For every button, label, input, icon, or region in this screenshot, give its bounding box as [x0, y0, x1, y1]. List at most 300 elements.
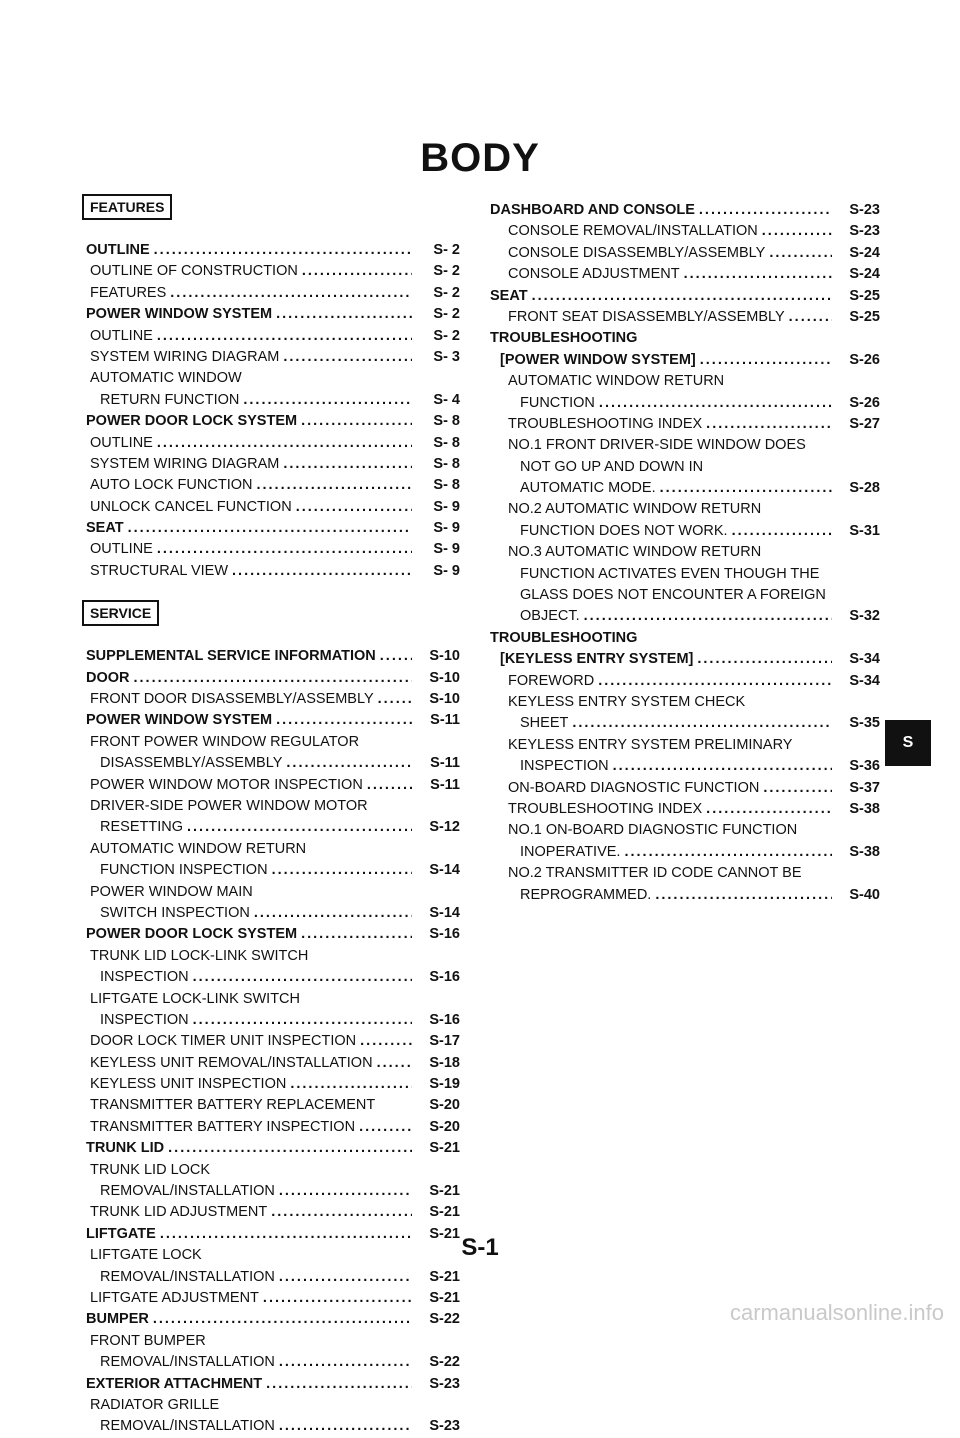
toc-entry: [86, 326, 460, 347]
toc-entry-title: OUTLINE: [90, 327, 153, 344]
toc-entry-page: S-38: [849, 843, 880, 860]
toc-entry-page: S-11: [430, 776, 460, 793]
toc-entry-title: RADIATOR GRILLE: [90, 1396, 220, 1413]
toc-entry: [86, 967, 460, 988]
toc-dot-leader: [700, 350, 832, 371]
toc-entry-title: INOPERATIVE.: [520, 843, 621, 860]
toc-dot-leader: [271, 1202, 412, 1223]
toc-entry-page: S-16: [429, 969, 460, 986]
toc-entry: [86, 753, 460, 774]
toc-entry: [86, 518, 460, 539]
toc-entry-title: INSPECTION: [100, 1011, 189, 1028]
toc-entry-title: POWER WINDOW SYSTEM: [86, 306, 273, 323]
toc-entry-page: S-21: [429, 1289, 460, 1306]
toc-entry-title: AUTOMATIC WINDOW: [90, 370, 242, 387]
toc-entry-page: S- 9: [433, 520, 460, 537]
toc-entry-title: FOREWORD: [508, 672, 595, 689]
toc-entry: [490, 328, 880, 349]
toc-entry: [490, 628, 880, 649]
toc-dot-leader: [613, 756, 832, 777]
toc-entry-page: S-17: [429, 1033, 460, 1050]
toc-entry-title: FRONT DOOR DISASSEMBLY/ASSEMBLY: [90, 691, 374, 708]
toc-entry: [86, 903, 460, 924]
toc-dot-leader: [769, 243, 832, 264]
toc-entry-page: S-28: [849, 480, 880, 497]
toc-entry-page: S-36: [849, 758, 880, 775]
toc-entry: [86, 946, 460, 967]
toc-entry: [86, 796, 460, 817]
toc-dot-leader: [157, 539, 412, 560]
toc-entry-title: SYSTEM WIRING DIAGRAM: [90, 455, 280, 472]
toc-entry-page: S- 2: [433, 306, 460, 323]
toc-entry-page: S-25: [849, 287, 880, 304]
page-number: S-1: [461, 1234, 499, 1261]
toc-dot-leader: [699, 200, 832, 221]
toc-entry: [86, 411, 460, 432]
toc-dot-leader: [762, 221, 832, 242]
toc-entry-page: S-34: [849, 672, 880, 689]
toc-entry-title: TRANSMITTER BATTERY REPLACEMENT: [90, 1097, 376, 1114]
service-section-label: SERVICE: [82, 600, 159, 626]
toc-entry: [86, 1053, 460, 1074]
toc-entry-page: S- 8: [433, 455, 460, 472]
toc-entry-title: TRANSMITTER BATTERY INSPECTION: [90, 1118, 356, 1135]
features-section-label: FEATURES: [82, 194, 172, 220]
toc-entry-title: REMOVAL/INSTALLATION: [100, 1183, 275, 1200]
toc-dot-leader: [377, 1053, 412, 1074]
toc-dot-leader: [279, 1181, 412, 1202]
toc-entry: [86, 1416, 460, 1437]
toc-entry-title: FRONT POWER WINDOW REGULATOR: [90, 733, 360, 750]
toc-dot-leader: [301, 411, 412, 432]
toc-entry: [86, 1395, 460, 1416]
toc-entry-title: NO.1 ON-BOARD DIAGNOSTIC FUNCTION: [508, 822, 798, 839]
toc-entry: [490, 649, 880, 670]
toc-dot-leader: [266, 1374, 412, 1395]
toc-entry: [490, 478, 880, 499]
toc-entry-page: S-10: [429, 691, 460, 708]
toc-entry: [86, 646, 460, 667]
toc-dot-leader: [624, 842, 832, 863]
toc-dot-leader: [302, 261, 412, 282]
toc-entry-title: RESETTING: [100, 819, 183, 836]
toc-entry: [86, 882, 460, 903]
toc-entry: [86, 1074, 460, 1095]
toc-entry: [86, 1031, 460, 1052]
toc-entry-title: SEAT: [490, 287, 528, 304]
toc-dot-leader: [263, 1288, 412, 1309]
toc-entry-page: S-21: [429, 1225, 460, 1242]
toc-entry-title: KEYLESS UNIT REMOVAL/INSTALLATION: [90, 1054, 373, 1071]
toc-entry-title: LIFTGATE LOCK-LINK SWITCH: [90, 990, 301, 1007]
toc-entry-page: S-22: [429, 1311, 460, 1328]
toc-entry-page: S- 9: [433, 562, 460, 579]
toc-dot-leader: [256, 475, 412, 496]
toc-entry-page: S-38: [849, 800, 880, 817]
toc-dot-leader: [360, 1031, 412, 1052]
toc-entry: [86, 1138, 460, 1159]
toc-entry: [86, 1331, 460, 1352]
toc-dot-leader: [157, 433, 412, 454]
toc-entry-title: SHEET: [520, 715, 569, 732]
toc-entry-title: SWITCH INSPECTION: [100, 904, 250, 921]
toc-entry: [86, 304, 460, 325]
toc-entry-title: NOT GO UP AND DOWN IN: [520, 458, 704, 475]
toc-entry-title: POWER DOOR LOCK SYSTEM: [86, 926, 298, 943]
toc-entry-page: S- 9: [433, 498, 460, 515]
toc-entry-title: NO.2 AUTOMATIC WINDOW RETURN: [508, 501, 762, 518]
toc-entry: [490, 542, 880, 563]
toc-entry-page: S-23: [849, 223, 880, 240]
toc-entry: [490, 414, 880, 435]
toc-entry: [490, 671, 880, 692]
toc-entry: [490, 799, 880, 820]
toc-dot-leader: [243, 390, 412, 411]
toc-dot-leader: [193, 967, 412, 988]
toc-entry-page: S-19: [429, 1076, 460, 1093]
toc-entry-title: AUTOMATIC WINDOW RETURN: [508, 373, 725, 390]
toc-entry-page: S-11: [430, 712, 460, 729]
toc-entry: [490, 778, 880, 799]
toc-entry-title: AUTOMATIC MODE.: [520, 480, 656, 497]
toc-entry-title: NO.2 TRANSMITTER ID CODE CANNOT BE: [508, 865, 802, 882]
toc-dot-leader: [763, 778, 832, 799]
toc-entry: [490, 243, 880, 264]
toc-entry-title: FRONT BUMPER: [90, 1332, 206, 1349]
toc-entry-title: KEYLESS ENTRY SYSTEM PRELIMINARY: [508, 736, 793, 753]
toc-entry: [86, 261, 460, 282]
toc-entry: [490, 564, 880, 585]
page-title: BODY: [420, 136, 540, 180]
toc-entry-title: ON-BOARD DIAGNOSTIC FUNCTION: [508, 779, 760, 796]
toc-dot-leader: [272, 860, 412, 881]
toc-dot-leader: [286, 753, 412, 774]
toc-entry: [490, 457, 880, 478]
toc-entry-title: EXTERIOR ATTACHMENT: [86, 1375, 263, 1392]
features-list: [86, 240, 460, 582]
toc-entry-title: KEYLESS ENTRY SYSTEM CHECK: [508, 693, 746, 710]
toc-entry: [490, 820, 880, 841]
toc-entry: [490, 885, 880, 906]
toc-entry-title: OUTLINE: [90, 541, 153, 558]
toc-dot-leader: [187, 817, 412, 838]
toc-entry-title: TROUBLESHOOTING: [490, 629, 638, 646]
toc-entry-title: TRUNK LID: [86, 1140, 165, 1157]
toc-entry-title: OUTLINE OF CONSTRUCTION: [90, 263, 298, 280]
toc-dot-leader: [276, 304, 412, 325]
toc-entry: [86, 1010, 460, 1031]
toc-entry: [490, 735, 880, 756]
toc-entry: [86, 368, 460, 389]
toc-entry: [86, 1181, 460, 1202]
toc-dot-leader: [684, 264, 832, 285]
toc-dot-leader: [367, 775, 412, 796]
toc-entry: [86, 390, 460, 411]
toc-entry-title: TRUNK LID ADJUSTMENT: [90, 1204, 268, 1221]
toc-entry-page: S-10: [429, 648, 460, 665]
toc-entry-title: [KEYLESS ENTRY SYSTEM]: [500, 651, 694, 668]
toc-entry-page: S- 8: [433, 434, 460, 451]
toc-entry: [490, 371, 880, 392]
toc-entry: [86, 1352, 460, 1373]
toc-entry: [86, 433, 460, 454]
toc-entry: [86, 539, 460, 560]
toc-entry: [490, 863, 880, 884]
toc-dot-leader: [157, 326, 412, 347]
toc-entry: [490, 221, 880, 242]
toc-entry-page: S-20: [429, 1118, 460, 1135]
toc-entry-title: TROUBLESHOOTING INDEX: [508, 415, 703, 432]
toc-entry-page: S-24: [849, 244, 880, 261]
toc-entry-title: REMOVAL/INSTALLATION: [100, 1268, 275, 1285]
toc-entry-title: TRUNK LID LOCK: [90, 1161, 211, 1178]
toc-entry-title: [POWER WINDOW SYSTEM]: [500, 351, 696, 368]
toc-entry-title: DRIVER-SIDE POWER WINDOW MOTOR: [90, 797, 368, 814]
toc-entry-title: CONSOLE DISASSEMBLY/ASSEMBLY: [508, 244, 766, 261]
toc-dot-leader: [706, 799, 832, 820]
toc-dot-leader: [697, 649, 832, 670]
toc-dot-leader: [290, 1074, 412, 1095]
toc-entry: [86, 732, 460, 753]
toc-entry: [490, 393, 880, 414]
toc-entry-page: S-20: [429, 1097, 460, 1114]
toc-entry: [86, 1309, 460, 1330]
toc-entry-title: CONSOLE ADJUSTMENT: [508, 266, 680, 283]
toc-entry-title: TROUBLESHOOTING INDEX: [508, 800, 703, 817]
toc-entry-page: S- 8: [433, 413, 460, 430]
toc-entry: [86, 1288, 460, 1309]
toc-entry-page: S-21: [429, 1204, 460, 1221]
toc-entry-page: S-21: [429, 1183, 460, 1200]
toc-entry-page: S-22: [429, 1354, 460, 1371]
toc-entry: [86, 710, 460, 731]
toc-entry-title: SUPPLEMENTAL SERVICE INFORMATION: [86, 648, 376, 665]
toc-entry: [490, 264, 880, 285]
toc-entry: [86, 989, 460, 1010]
toc-entry-title: TROUBLESHOOTING: [490, 330, 638, 347]
toc-dot-leader: [359, 1117, 412, 1138]
toc-entry-title: GLASS DOES NOT ENCOUNTER A FOREIGN: [520, 587, 826, 604]
toc-dot-leader: [572, 713, 832, 734]
toc-entry-page: S-40: [849, 886, 880, 903]
toc-dot-leader: [732, 521, 832, 542]
toc-entry-page: S-37: [849, 779, 880, 796]
toc-entry-page: S-25: [849, 308, 880, 325]
toc-entry-page: S- 4: [433, 391, 460, 408]
toc-entry-page: S-16: [429, 926, 460, 943]
toc-entry-page: S- 2: [433, 242, 460, 258]
toc-dot-leader: [706, 414, 832, 435]
toc-entry-page: S-23: [429, 1375, 460, 1392]
toc-entry: [490, 713, 880, 734]
toc-dot-leader: [170, 283, 412, 304]
watermark: carmanualsonline.info: [729, 1300, 944, 1325]
toc-entry: [86, 839, 460, 860]
toc-entry-page: S-21: [429, 1268, 460, 1285]
toc-entry-page: S-26: [849, 351, 880, 368]
toc-entry-title: DASHBOARD AND CONSOLE: [490, 202, 695, 218]
toc-entry-page: S- 3: [433, 348, 460, 365]
toc-entry-page: S-18: [429, 1054, 460, 1071]
toc-dot-leader: [279, 1352, 412, 1373]
toc-entry: [490, 200, 880, 221]
toc-entry-page: S-24: [849, 266, 880, 283]
toc-entry-page: S-11: [430, 755, 460, 772]
toc-entry: [490, 286, 880, 307]
toc-entry-title: CONSOLE REMOVAL/INSTALLATION: [508, 223, 758, 240]
toc-entry: [490, 756, 880, 777]
toc-entry-title: FUNCTION: [520, 394, 595, 411]
toc-entry-title: FUNCTION INSPECTION: [100, 862, 268, 879]
toc-entry-title: AUTOMATIC WINDOW RETURN: [90, 840, 307, 857]
toc-dot-leader: [153, 1309, 412, 1330]
service-list: [86, 646, 460, 1437]
toc-entry-title: POWER WINDOW SYSTEM: [86, 712, 273, 729]
toc-dot-leader: [301, 924, 412, 945]
toc-entry: [86, 454, 460, 475]
toc-entry-title: FEATURES: [90, 284, 167, 301]
toc-entry-title: TRUNK LID LOCK-LINK SWITCH: [90, 947, 309, 964]
toc-entry-page: S- 9: [433, 541, 460, 558]
toc-entry: [490, 842, 880, 863]
toc-entry-page: S-21: [429, 1140, 460, 1157]
toc-entry: [86, 1095, 460, 1116]
toc-dot-leader: [655, 885, 832, 906]
toc-entry-title: REMOVAL/INSTALLATION: [100, 1418, 275, 1435]
toc-entry-title: SYSTEM WIRING DIAGRAM: [90, 348, 280, 365]
toc-entry-title: NO.3 AUTOMATIC WINDOW RETURN: [508, 544, 762, 561]
toc-entry: [86, 689, 460, 710]
toc-dot-leader: [232, 561, 412, 582]
toc-entry: [490, 521, 880, 542]
toc-entry: [490, 307, 880, 328]
toc-entry: [86, 1160, 460, 1181]
toc-dot-leader: [168, 1138, 412, 1159]
toc-entry-title: SEAT: [86, 520, 124, 537]
toc-entry: [490, 435, 880, 456]
toc-entry: [490, 692, 880, 713]
toc-dot-leader: [134, 668, 413, 689]
toc-dot-leader: [279, 1267, 412, 1288]
toc-dot-leader: [276, 710, 412, 731]
toc-dot-leader: [283, 347, 412, 368]
toc-entry-page: S- 8: [433, 477, 460, 494]
toc-entry: [490, 499, 880, 520]
section-tab[interactable]: S: [885, 720, 931, 766]
toc-entry-title: RETURN FUNCTION: [100, 391, 240, 408]
toc-dot-leader: [254, 903, 412, 924]
toc-dot-leader: [584, 606, 832, 627]
toc-entry: [86, 347, 460, 368]
toc-entry-title: DOOR LOCK TIMER UNIT INSPECTION: [90, 1033, 357, 1050]
toc-entry: [490, 350, 880, 371]
toc-entry-title: KEYLESS UNIT INSPECTION: [90, 1076, 287, 1093]
toc-entry-page: S- 2: [433, 284, 460, 301]
toc-entry: [86, 775, 460, 796]
toc-entry-title: BUMPER: [86, 1311, 149, 1328]
toc-entry-title: FRONT SEAT DISASSEMBLY/ASSEMBLY: [508, 308, 785, 325]
toc-entry-title: INSPECTION: [100, 969, 189, 986]
toc-entry: [86, 283, 460, 304]
toc-entry-title: POWER DOOR LOCK SYSTEM: [86, 413, 298, 430]
toc-entry: [86, 1374, 460, 1395]
toc-entry-page: S-32: [849, 608, 880, 625]
toc-entry-title: REMOVAL/INSTALLATION: [100, 1354, 275, 1371]
toc-entry-title: LIFTGATE ADJUSTMENT: [90, 1289, 259, 1306]
toc-entry-page: S-12: [429, 819, 460, 836]
toc-entry-title: UNLOCK CANCEL FUNCTION: [90, 498, 292, 515]
toc-dot-leader: [279, 1416, 412, 1437]
toc-dot-leader: [532, 286, 832, 307]
toc-dot-leader: [660, 478, 832, 499]
toc-dot-leader: [128, 518, 412, 539]
toc-dot-leader: [380, 646, 412, 667]
toc-entry: [86, 497, 460, 518]
toc-entry-page: S-10: [429, 669, 460, 686]
toc-entry: [86, 1202, 460, 1223]
toc-entry-page: S-34: [849, 651, 880, 668]
toc-dot-leader: [789, 307, 832, 328]
toc-dot-leader: [599, 393, 832, 414]
toc-dot-leader: [193, 1010, 412, 1031]
toc-dot-leader: [598, 671, 832, 692]
toc-entry-page: S- 2: [433, 263, 460, 280]
toc-dot-leader: [296, 497, 412, 518]
toc-entry-title: LIFTGATE LOCK: [90, 1247, 202, 1264]
toc-entry-title: AUTO LOCK FUNCTION: [90, 477, 253, 494]
toc-entry: [86, 817, 460, 838]
toc-entry-page: S-26: [849, 394, 880, 411]
toc-entry-page: S-14: [429, 862, 460, 879]
toc-entry: [86, 860, 460, 881]
toc-entry-title: DOOR: [86, 669, 130, 686]
toc-entry: [86, 1117, 460, 1138]
toc-entry-title: INSPECTION: [520, 758, 609, 775]
toc-entry-page: S-23: [849, 202, 880, 218]
toc-entry-title: STRUCTURAL VIEW: [90, 562, 229, 579]
toc-entry: [86, 475, 460, 496]
toc-entry: [86, 1267, 460, 1288]
toc-entry-page: S-35: [849, 715, 880, 732]
toc-entry-title: POWER WINDOW MOTOR INSPECTION: [90, 776, 363, 793]
toc-entry-title: LIFTGATE: [86, 1225, 156, 1242]
toc-entry: [490, 585, 880, 606]
toc-right-column: [490, 200, 880, 906]
toc-entry-page: S-31: [849, 522, 880, 539]
toc-dot-leader: [378, 689, 412, 710]
toc-entry: [86, 924, 460, 945]
toc-entry: [490, 606, 880, 627]
toc-dot-leader: [283, 454, 412, 475]
toc-entry: [86, 668, 460, 689]
toc-entry-page: S-27: [849, 415, 880, 432]
toc-entry: [86, 240, 460, 261]
toc-entry-title: FUNCTION DOES NOT WORK.: [520, 522, 728, 539]
toc-entry-title: OBJECT.: [520, 608, 580, 625]
toc-entry-title: FUNCTION ACTIVATES EVEN THOUGH THE: [520, 565, 820, 582]
toc-entry-title: NO.1 FRONT DRIVER-SIDE WINDOW DOES: [508, 437, 806, 454]
toc-entry-title: POWER WINDOW MAIN: [90, 883, 253, 900]
toc-entry-title: DISASSEMBLY/ASSEMBLY: [100, 755, 283, 772]
toc-entry-title: OUTLINE: [90, 434, 153, 451]
toc-entry-page: S- 2: [433, 327, 460, 344]
toc-dot-leader: [154, 240, 412, 261]
toc-entry-page: S-23: [429, 1418, 460, 1435]
toc-entry-title: OUTLINE: [86, 242, 150, 258]
toc-entry: [86, 561, 460, 582]
toc-entry-title: REPROGRAMMED.: [520, 886, 652, 903]
right-list: [490, 200, 880, 906]
